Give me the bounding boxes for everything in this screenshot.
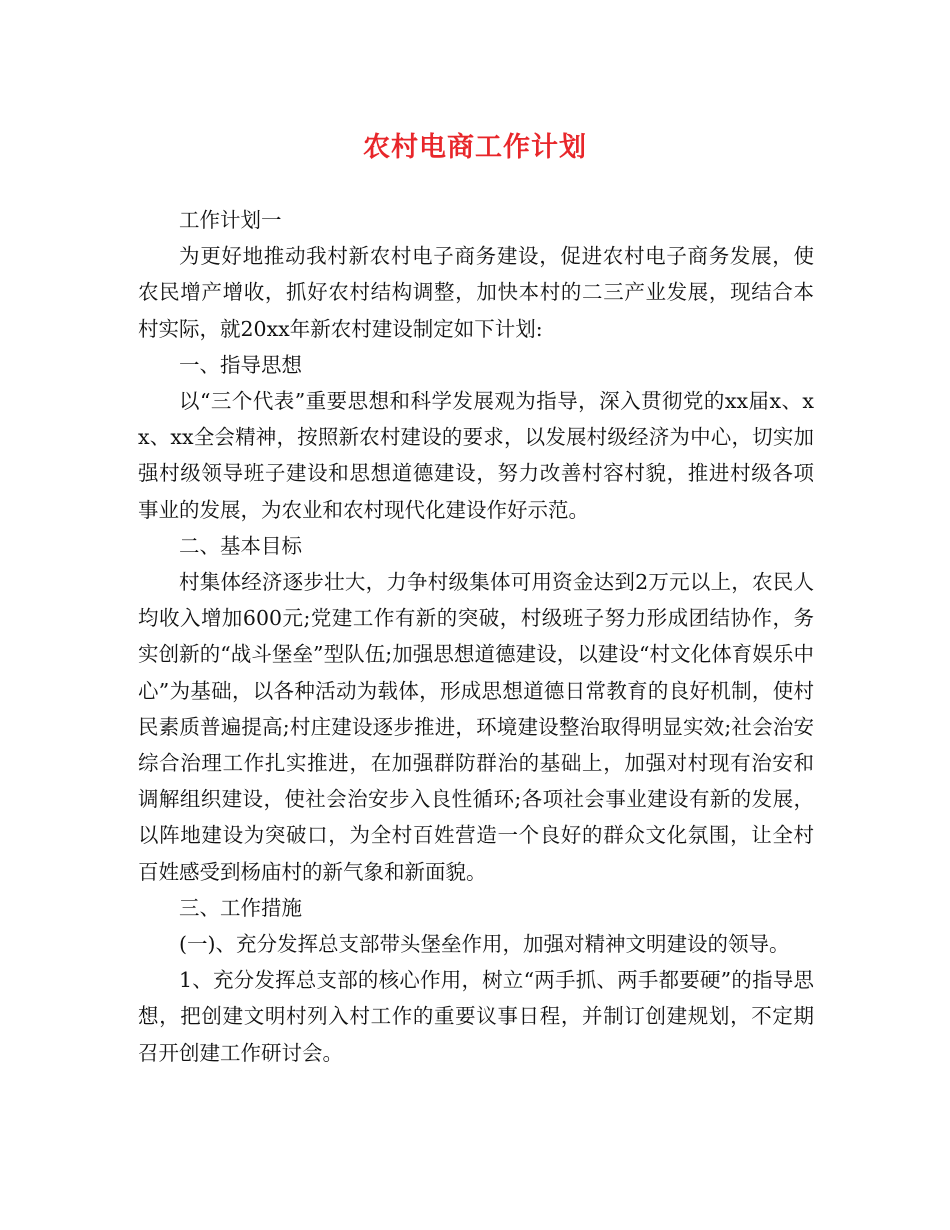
document-title: 农村电商工作计划 xyxy=(363,132,587,163)
section-heading-guiding-ideology: 一、指导思想 xyxy=(179,352,302,377)
paragraph-measure-1-item-1: 1、充分发挥总支部的核心作用，树立“两手抓、两手都要硬”的指导思想，把创建文明村列入村工作的重要议事日程，并制订创建规划，不定期召开创建工作研讨会。 xyxy=(138,968,814,1065)
paragraph-intro: 为更好地推动我村新农村电子商务建设，促进农村电子商务发展，使农民增产增收，抓好农村结构调整，加快本村的二三产业发展，现结合本村实际，就20xx年新农村建设制定如下计划: xyxy=(138,244,814,341)
paragraph-basic-goals: 村集体经济逐步壮大，力争村级集体可用资金达到2万元以上，农民人均收入增加600元;党建工作有新的突破，村级班子努力形成团结协作，务实创新的“战斗堡垒”型队伍;加强思想道德建设，以建设“村文化体育娱乐中心”为基础，以各种活动为载体，形成思想道德日常教育的良好机制，使村民素质普遍提高;村庄建设逐步推进，环境建设整治取得明显实效;社会治安综合治理工作扎实推进，在加强群防群治的基础上，加强对村现有治安和调解组织建设，使社会治安步入良性循环;各项社会事业建设有新的发展，以阵地建设为突破口，为全村百姓营造一个良好的群众文化氛围，让全村百姓感受到杨庙村的新气象和新面貌。 xyxy=(138,570,814,884)
paragraph-plan-heading: 工作计划一 xyxy=(179,208,282,232)
section-heading-work-measures: 三、工作措施 xyxy=(179,895,302,920)
document-body xyxy=(138,202,814,1071)
paragraph-measure-1: (一)、充分发挥总支部带头堡垒作用，加强对精神文明建设的领导。 xyxy=(179,932,790,957)
paragraph-guiding-ideology: 以“三个代表”重要思想和科学发展观为指导，深入贯彻党的xx届x、xx、xx全会精神，按照新农村建设的要求，以发展村级经济为中心，切实加强村级领导班子建设和思想道德建设，努力改善村容村貌，推进村级各项事业的发展，为农业和农村现代化建设作好示范。 xyxy=(138,389,814,522)
section-heading-basic-goals: 二、基本目标 xyxy=(179,533,302,558)
